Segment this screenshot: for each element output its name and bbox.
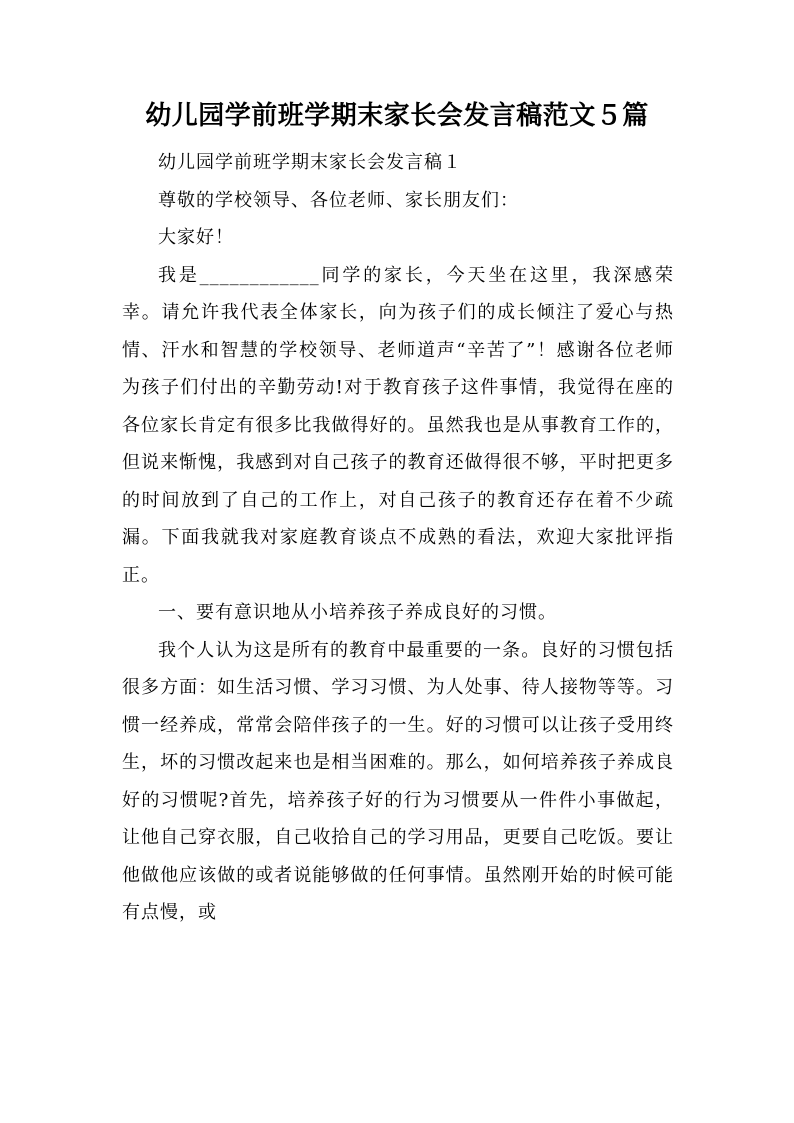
paragraph-section-heading: 一、要有意识地从小培养孩子养成良好的习惯。 bbox=[158, 602, 557, 623]
document-title: 幼儿园学前班学期末家长会发言稿范文５篇 bbox=[145, 101, 649, 131]
paragraph-salutation: 尊敬的学校领导、各位老师、家长朋友们： bbox=[158, 189, 519, 211]
paragraph-introduction: 我是____________同学的家长，今天坐在这里，我深感荣幸。请允许我代表全体家长，向为孩子们的成长倾注了爱心与热情、汗水和智慧的学校领导、老师道声“辛苦了”！感谢各位老师为孩子们付出的辛勤劳动!对于教育孩子这件事情，我觉得在座的各位家长肯定有很多比我做得好的。虽然我也是从事教育工作的，但说来惭愧，我感到对自己孩子的教育还做得很不够，平时把更多的时间放到了自己的工作上，对自己孩子的教育还存在着不少疏漏。下面我就我对家庭教育谈点不成熟的看法，欢迎大家批评指正。 bbox=[122, 264, 674, 586]
paragraph-heading: 幼儿园学前班学期末家长会发言稿１ bbox=[158, 152, 462, 173]
document-body bbox=[122, 144, 674, 932]
paragraph-greeting: 大家好！ bbox=[158, 227, 234, 248]
paragraph-habits: 我个人认为这是所有的教育中最重要的一条。良好的习惯包括很多方面：如生活习惯、学习习惯、为人处事、待人接物等等。习惯一经养成，常常会陪伴孩子的一生。好的习惯可以让孩子受用终生，坏的习惯改起来也是相当困难的。那么，如何培养孩子养成良好的习惯呢?首先，培养孩子好的行为习惯要从一件件小事做起，让他自己穿衣服，自己收拾自己的学习用品，更要自己吃饭。要让他做他应该做的或者说能够做的任何事情。虽然刚开始的时候可能有点慢，或 bbox=[122, 639, 674, 923]
